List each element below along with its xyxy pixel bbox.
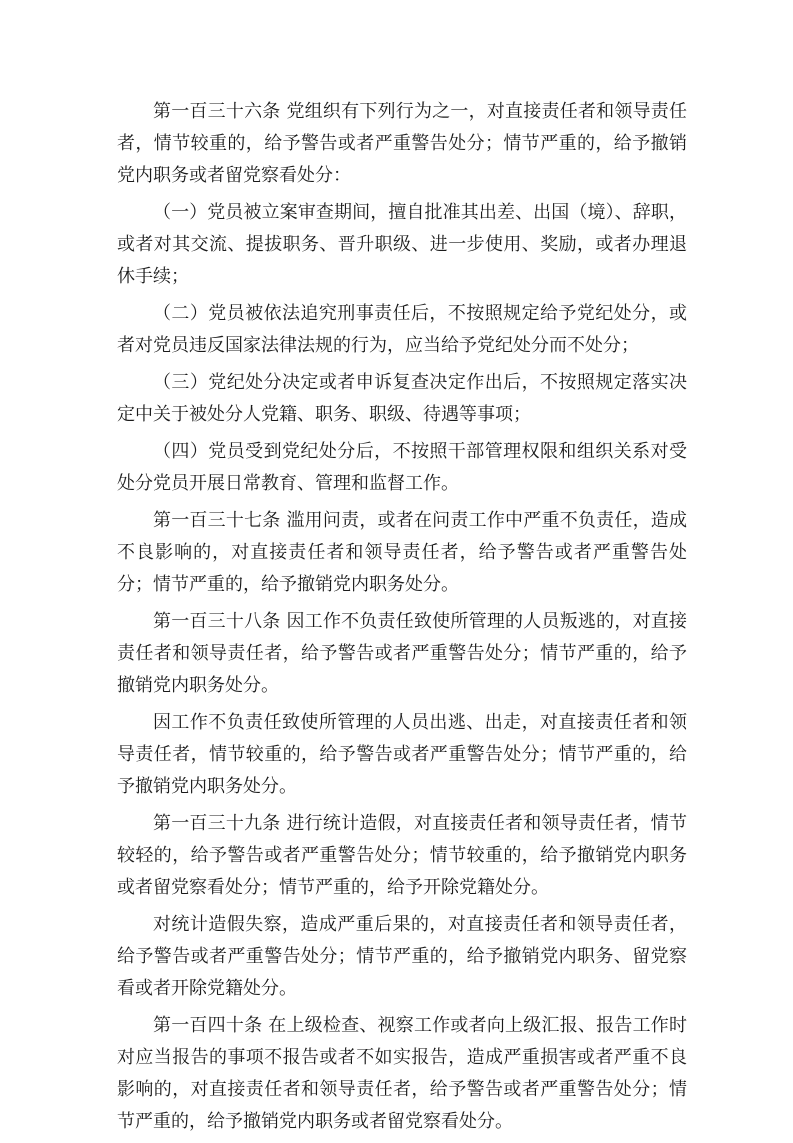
article-136-intro: 第一百三十六条 党组织有下列行为之一，对直接责任者和领导责任者，情节较重的，给予警告或者严重警告处分；情节严重的，给予撤销党内职务或者留党察看处分： bbox=[117, 101, 687, 186]
article-136-item-3: （三）党纪处分决定或者申诉复查决定作出后，不按照规定落实决定中关于被处分人党籍、职务、职级、待遇等事项； bbox=[117, 372, 687, 425]
article-139: 第一百三十九条 进行统计造假，对直接责任者和领导责任者，情节较轻的，给予警告或者严重警告处分；情节较重的，给予撤销党内职务或者留党察看处分；情节严重的，给予开除党籍处分。 bbox=[117, 813, 687, 898]
article-137: 第一百三十七条 滥用问责，或者在问责工作中严重不负责任，造成不良影响的，对直接责任者和领导责任者，给予警告或者严重警告处分；情节严重的，给予撤销党内职务处分。 bbox=[117, 510, 687, 595]
article-136-item-1: （一）党员被立案审查期间，擅自批准其出差、出国（境）、辞职，或者对其交流、提拔职务、晋升职级、进一步使用、奖励，或者办理退休手续； bbox=[117, 202, 687, 287]
article-140: 第一百四十条 在上级检查、视察工作或者向上级汇报、报告工作时对应当报告的事项不报告或者不如实报告，造成严重损害或者严重不良影响的，对直接责任者和领导责任者，给予警告或者严重警告处分；情节严重的，给予撤销党内职务或者留党察看处分。 bbox=[117, 1015, 687, 1132]
article-136-item-2: （二）党员被依法追究刑事责任后，不按照规定给予党纪处分，或者对党员违反国家法律法规的行为，应当给予党纪处分而不处分； bbox=[117, 303, 687, 356]
article-136-item-4: （四）党员受到党纪处分后，不按照干部管理权限和组织关系对受处分党员开展日常教育、管理和监督工作。 bbox=[117, 441, 687, 494]
document-body bbox=[117, 96, 687, 1143]
article-139-clause-2: 对统计造假失察，造成严重后果的，对直接责任者和领导责任者，给予警告或者严重警告处分；情节严重的，给予撤销党内职务、留党察看或者开除党籍处分。 bbox=[117, 914, 687, 999]
article-138: 第一百三十八条 因工作不负责任致使所管理的人员叛逃的，对直接责任者和领导责任者，给予警告或者严重警告处分；情节严重的，给予撤销党内职务处分。 bbox=[117, 611, 687, 696]
article-138-clause-2: 因工作不负责任致使所管理的人员出逃、出走，对直接责任者和领导责任者，情节较重的，给予警告或者严重警告处分；情节严重的，给予撤销党内职务处分。 bbox=[117, 712, 687, 797]
